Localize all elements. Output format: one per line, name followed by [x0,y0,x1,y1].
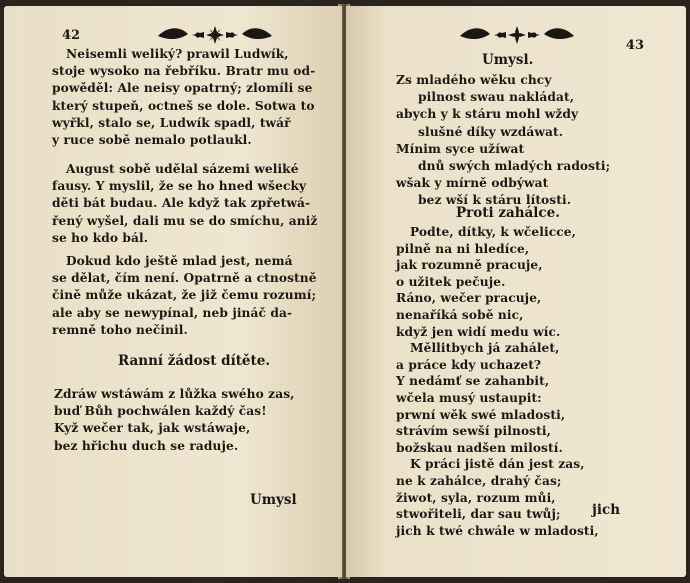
verse-line: božskau nadšen milostí. [396,440,563,455]
poem-line: buď Bůh pochwálen každý čas! [54,404,267,419]
verse-line: Y nedámť se zahanbit, [396,374,550,389]
text-line: fausy. Y myslil, že se ho hned wšecky [52,179,307,194]
verse-line: jich k twé chwále w mladosti, [396,523,599,538]
text-line: se ho kdo bál. [52,230,149,245]
verse-line: bez wší k stáru lítosti. [418,193,572,208]
verse-line: o užitek pečuje. [396,274,506,289]
catchword-left: Umysl [250,492,297,508]
verse-line: dnů swých mladých radosti; [418,159,611,174]
text-line: čině může ukázat, že již čemu rozumí; [52,288,317,303]
text-line: Neisemli weliký? prawil Ludwík, [66,47,289,61]
text-line: August sobě udělal sázemi weliké [66,162,299,176]
verse-line: Podte, dítky, k wčelicce, [410,225,576,239]
text-line: řený wyšel, dali mu se do smíchu, aniž [52,213,318,228]
text-line: který stupeň, octneš se dole. Sotwa to [52,98,315,113]
left-paragraph-1 [52,46,315,149]
verse-line: stwořiteli, dar sau twůj; [396,507,561,522]
left-poem [54,386,295,455]
verse-line: abych y k stáru mohl wždy [396,107,579,122]
text-line: y ruce sobě nemalo potlaukl. [52,133,252,148]
verse-line: pilně na ni hledíce, [396,241,530,256]
text-line: wyřkl, stalo se, Ludwík spadl, twář [52,115,291,130]
verse-line: Zs mladého wěku chcy [396,73,552,87]
poem-title: Ranní žádost dítěte. [118,353,271,369]
verse-line: wšak y mírně odbýwat [396,176,549,191]
poem-line: Kyž wečer tak, jak wstáwaje, [54,421,251,436]
text-line: ale aby se newypínal, neb jináč da- [52,305,293,320]
left-page [4,6,342,577]
verse-line: wčela musý ustaupit: [396,390,542,405]
verse-line: slušné díky wzdáwat. [418,124,564,139]
ornament-left-icon [154,24,276,46]
verse-line: K práci jistě dán jest zas, [410,457,585,472]
poem-line: bez hřichu duch se raduje. [54,438,239,453]
left-paragraph-3 [52,253,317,339]
text-line: powěděl: Ale neisy opatrný; zlomíli se [52,81,313,96]
page-number-left: 42 [62,28,81,43]
verse-line: Mínim syce užíwat [396,141,525,156]
text-line: děti bát budau. Ale když tak zpřetwá- [52,196,311,211]
right-verse-1 [396,72,610,210]
catchword-right: jich [592,502,621,518]
page-number-right: 43 [625,38,644,53]
verse-line: žiwot, syla, rozum můi, [396,490,556,505]
right-verse-2 [396,224,599,539]
verse-line: ne k zahálce, drahý čas; [396,473,562,488]
verse-line: Měllitbych já zahálet, [410,341,560,356]
ornament-right-icon [456,24,578,46]
verse-line: když jen widí medu wíc. [396,324,561,339]
poem-line: Zdráw wstáwám z lůžka swého zas, [54,387,295,401]
text-line: remně toho nečinil. [52,322,188,337]
section-title: Proti zahálce. [456,205,560,221]
verse-line: pilnost swau nakládat, [418,90,575,105]
left-paragraph-2 [52,161,317,247]
verse-line: nenaříká sobě nic, [396,307,524,322]
verse-line: Ráno, wečer pracuje, [396,291,542,306]
verse-line: strávím sewší pilnosti, [396,424,551,439]
right-page [346,6,686,577]
verse-line: prwní wěk swé mladosti, [396,407,566,422]
text-line: Dokud kdo ještě mlad jest, nemá [66,254,293,268]
right-page-title: Umysl. [482,52,534,68]
verse-line: jak rozumně pracuje, [396,258,543,273]
verse-line: a práce kdy uchazet? [396,357,542,372]
text-line: stoje wysoko na řebříku. Bratr mu od- [52,64,316,79]
text-line: se dělat, čím není. Opatrně a ctnostně [52,271,317,286]
